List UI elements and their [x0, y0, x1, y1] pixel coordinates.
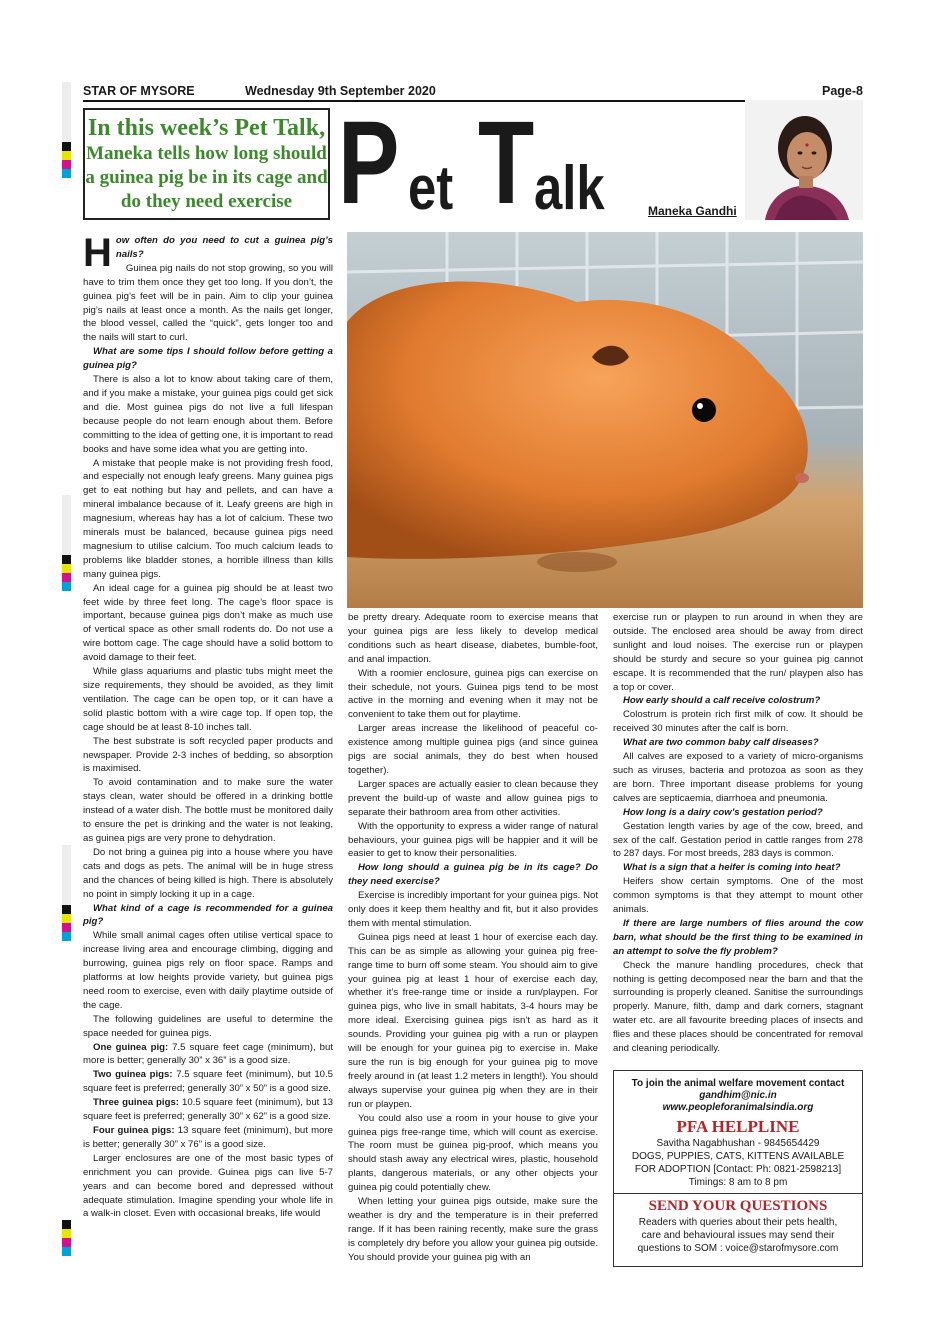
paragraph: Exercise is incredibly important for your guinea pigs. Not only does it keep them healthy and fit, but it also provides them with mental stimulation.	[348, 890, 598, 929]
question-heading: If there are large numbers of flies around the cow barn, what should be the first thing to be examined in an attempt to solve the fly problem?	[613, 917, 863, 957]
guinea-pig-photo	[347, 232, 863, 608]
article-column-2	[348, 611, 598, 1265]
guideline-text: 7.5 square feet cage (minimum), but more is better; generally 30” x 36” is a good size.	[83, 1041, 333, 1067]
paragraph: An ideal cage for a guinea pig should be at least two feet wide by three feet long. The cage’s floor space is important, because guinea pigs don’t make as much use of vertical space as other small rodents do. Do not use a wire bottom cage. The cage should have a solid bottom to avoid damage to their feet.	[83, 582, 333, 664]
helpline-title: PFA HELPLINE	[676, 1117, 800, 1136]
article-column-3	[613, 611, 863, 1056]
paragraph: Check the manure handling procedures, check that nothing is getting decomposed near the barn and that the surrounding is properly cleaned. Sanitise the surroundings properly. Manure, filth, damp and dark corners, stagnant water etc. are all favourite breeding places of insects and flies and these places should be concentrated for removal and cleaning periodically.	[613, 959, 863, 1055]
question-heading: ow often do you need to cut a guinea pig’s nails?	[115, 235, 333, 260]
author-photo-icon	[745, 100, 863, 220]
author-photo	[745, 100, 863, 220]
masthead-letters-et: et	[408, 154, 454, 223]
helpline-contact: Savitha Nagabhushan - 9845654429	[656, 1138, 820, 1149]
guideline-text: 7.5 square feet (minimum), but 10.5 square feet is preferred; generally 30” x 50” is a good size.	[83, 1069, 334, 1095]
guideline-label: Two guinea pigs:	[93, 1069, 173, 1081]
paragraph: With a roomier enclosure, guinea pigs can exercise on their schedule, not yours. Guinea pigs tend to be most active in the morning and evening when it may not be convenient to take them out for playtime.	[348, 667, 598, 721]
box-divider	[614, 1193, 862, 1194]
paragraph: Gestation length varies by age of the cow, breed, and sex of the calf. Gestation period in cattle ranges from 278 to 287 days. For most breeds, 283 days is common.	[613, 820, 863, 860]
question-heading: What is a sign that a heifer is coming into heat?	[623, 862, 841, 874]
join-text: To join the animal welfare movement contact	[631, 1078, 845, 1089]
teaser-line-4: do they need exercise	[120, 190, 293, 212]
paragraph: Heifers show certain symptoms. One of the most common symptoms is that they attempt to mount other animals.	[613, 876, 863, 916]
paragraph: To avoid contamination and to make sure the water stays clean, water should be offered in a drinking bottle instead of a water dish. The bottle must be monitored daily to ensure the pet is drinking and the water is not leaking, as guinea pigs are very prone to dehydration.	[83, 777, 333, 844]
question-heading: What kind of a cage is recommended for a guinea pig?	[83, 902, 333, 928]
article-column-1	[83, 231, 334, 1221]
paragraph: Larger spaces are actually easier to clean because they prevent the build-up of waste and allow guinea pigs to separate their bathroom area from other activities.	[348, 778, 598, 818]
questions-line-3[interactable]: questions to SOM : voice@starofmysore.com	[637, 1243, 839, 1254]
masthead-letter-p: P	[338, 97, 400, 229]
paragraph: With the opportunity to express a wider range of natural behaviours, your guinea pigs will be happier and it will be easier to get to know their personalities.	[348, 820, 598, 860]
masthead-letters-alk: alk	[534, 154, 605, 223]
color-registration-strip	[62, 82, 71, 178]
adoption-line-2: FOR ADOPTION [Contact: Ph: 0821-2598213]	[634, 1164, 842, 1175]
color-registration-strip	[62, 1220, 71, 1256]
guideline-label: Three guinea pigs:	[93, 1097, 179, 1109]
paragraph: Larger enclosures are one of the most basic types of enrichment you can provide. Guinea pigs can live 5-7 years and can become bored and depressed without adequate stimulation. Imagine spending your whole life in a walk-in closet. Even with occasional breaks, life would	[83, 1152, 333, 1220]
guinea-pig-photo-icon	[347, 232, 863, 608]
paragraph: be pretty dreary. Adequate room to exercise means that your guinea pigs are less likely to develop medical conditions such as heart disease, diabetes, bumble-foot, and anal impaction.	[348, 612, 598, 665]
page-header	[83, 82, 863, 102]
paragraph: While glass aquariums and plastic tubs might meet the size requirements, they should be avoided, as they limit ventilation. The cage can be open top, or it can have a solid plastic bottom with a wire cage top. If open top, the cage should be at least 8-10 inches tall.	[83, 666, 333, 733]
question-heading: What are some tips I should follow before getting a guinea pig?	[83, 346, 333, 372]
space-guideline	[83, 1124, 333, 1152]
questions-line-1: Readers with queries about their pets health,	[638, 1217, 838, 1228]
send-questions-title: SEND YOUR QUESTIONS	[648, 1198, 828, 1214]
space-guideline	[83, 1041, 333, 1069]
page-number: Page-8	[822, 84, 863, 98]
publication-name: STAR OF MYSORE	[83, 84, 195, 98]
helpline-timings: Timings: 8 am to 8 pm	[688, 1177, 788, 1188]
guideline-label: One guinea pig:	[93, 1041, 169, 1053]
questions-line-2: care and behavioural issues may send their	[641, 1230, 835, 1241]
drop-cap: H	[83, 231, 112, 275]
paragraph: The following guidelines are useful to determine the space needed for guinea pigs.	[83, 1013, 333, 1039]
question-heading: How long is a dairy cow’s gestation period?	[623, 806, 823, 818]
guideline-text: 13 square feet (minimum), but more is better; generally 30” x 76” is a good size.	[83, 1125, 333, 1150]
question-heading: What are two common baby calf diseases?	[623, 737, 819, 749]
pet-talk-masthead	[338, 97, 648, 229]
paragraph: When letting your guinea pigs outside, make sure the weather is dry and the temperature is in their preferred range. If it has been raining recently, make sure the grass is completely dry before you allow your guinea pig outside. You should provide your guinea pig with an	[348, 1196, 598, 1263]
space-guideline	[83, 1068, 333, 1096]
author-byline: Maneka Gandhi	[648, 204, 737, 218]
question-heading: How long should a guinea pig be in its cage? Do they need exercise?	[348, 862, 598, 888]
color-registration-strip	[62, 495, 71, 591]
guideline-label: Four guinea pigs:	[93, 1125, 175, 1136]
teaser-line-1: In this week’s Pet Talk,	[87, 114, 326, 141]
contact-email[interactable]: gandhim@nic.in	[699, 1090, 777, 1101]
paragraph: Colostrum is protein rich first milk of cow. It should be received 30 minutes after the calf is born.	[613, 709, 863, 735]
masthead-letter-t: T	[478, 97, 535, 229]
teaser-line-3: a guinea pig be in its cage and	[85, 166, 328, 188]
paragraph: You could also use a room in your house to give your guinea pigs free-range time, which will count as exercise. The room must be guinea pig-proof, which means you should stash away any electrical wires, plastic, household plants, dangerous materials, or any other objects your guinea pig could potentially chew.	[348, 1112, 598, 1194]
helpline-box	[613, 1070, 863, 1267]
paragraph: All calves are exposed to a variety of micro-organisms such as viruses, bacteria and protozoa as soon as they are born. Three important disease problems for young calves are septicaemia, diarrhoea and pneumonia.	[613, 751, 863, 804]
issue-date: Wednesday 9th September 2020	[245, 84, 436, 98]
paragraph: Guinea pigs need at least 1 hour of exercise each day. This can be as simple as allowing your guinea pig free-range time to burn off some steam. You should aim to give your guinea pig at least 1 hour of exercise each day, whether it’s free-range time or inside a run/playpen. For guinea pigs, who live in small habitats, 3-4 hours may be more ideal. Exercising guinea pigs isn’t as hard as it sounds. Providing your guinea pig with a run or playpen will be enough for your guinea pig to exercise in. Make sure the run is big enough for your guinea pig to move freely around in (at least 1.2 meters in length!). You should always supervise your guinea pig when they are in their run or playpen.	[348, 931, 598, 1110]
space-guideline	[83, 1096, 333, 1124]
teaser-box	[83, 108, 330, 220]
question-heading: How early should a calf receive colostrum?	[623, 695, 821, 707]
color-registration-strip	[62, 845, 71, 941]
teaser-line-2: Maneka tells how long should	[86, 142, 327, 164]
paragraph: exercise run or playpen to run around in when they are outside. The enclosed area should be away from direct sunlight and loud noises. The exercise run or playpen should be sturdy and secure so your guinea pig cannot escape. It is recommended that the run/ playpen also has a top or cover.	[613, 612, 863, 693]
paragraph: Do not bring a guinea pig into a house where you have cats and dogs as pets. The animal will be in huge stress and the chances of being killed is high. There is absolutely no point in simply locking it up in a cage.	[83, 846, 333, 900]
adoption-line-1: DOGS, PUPPIES, CATS, KITTENS AVAILABLE	[631, 1151, 845, 1162]
paragraph: The best substrate is soft recycled paper products and newspaper. Provide 2-3 inches of bedding, so absorption is maximised.	[83, 735, 333, 775]
paragraph: Larger areas increase the likelihood of peaceful co-existence among multiple guinea pigs (and since guinea pigs are social animals, they do best when housed together).	[348, 723, 598, 776]
paragraph: While small animal cages often utilise vertical space to increase living area and encourage climbing, digging and burrowing, guinea pigs rely on floor space. Ramps and platforms at low heights provide variety, but guinea pigs need room to exercise, even with daily playtime outside of the cage.	[83, 930, 333, 1011]
paragraph: There is also a lot to know about taking care of them, and if you make a mistake, your guinea pigs could get sick and die. Most guinea pigs do not live a full lifespan because people do not learn enough about them. Before committing to the idea of getting one, it is important to read books and have some idea what you are getting into.	[83, 374, 333, 455]
guideline-text: 10.5 square feet (minimum), but 13 square feet is preferred; generally 30” x 62” is a good size.	[83, 1097, 333, 1123]
paragraph: A mistake that people make is not providing fresh food, and especially not enough leafy greens. Many guinea pigs get to eat nothing but hay and pellets, and can have a mineral imbalance because of it. Leafy greens are high in magnesium, whereas hay has a lot of calcium. These two minerals must be balanced, because guinea pigs need magnesium to utilise calcium. Too much calcium leads to problems like bladder stones, a horrible illness than kills many guinea pigs.	[83, 457, 333, 580]
website-link[interactable]: www.peopleforanimalsindia.org	[662, 1102, 814, 1113]
paragraph: Guinea pig nails do not stop growing, so you will have to trim them once they get too long. If you don’t, the guinea pig’s feet will be in pain. Aim to clip your guinea pig’s nails at least once a month. As the nails get longer, the blood vessel, called the “quick”, gets longer too and the nails will start to curl.	[83, 262, 333, 344]
